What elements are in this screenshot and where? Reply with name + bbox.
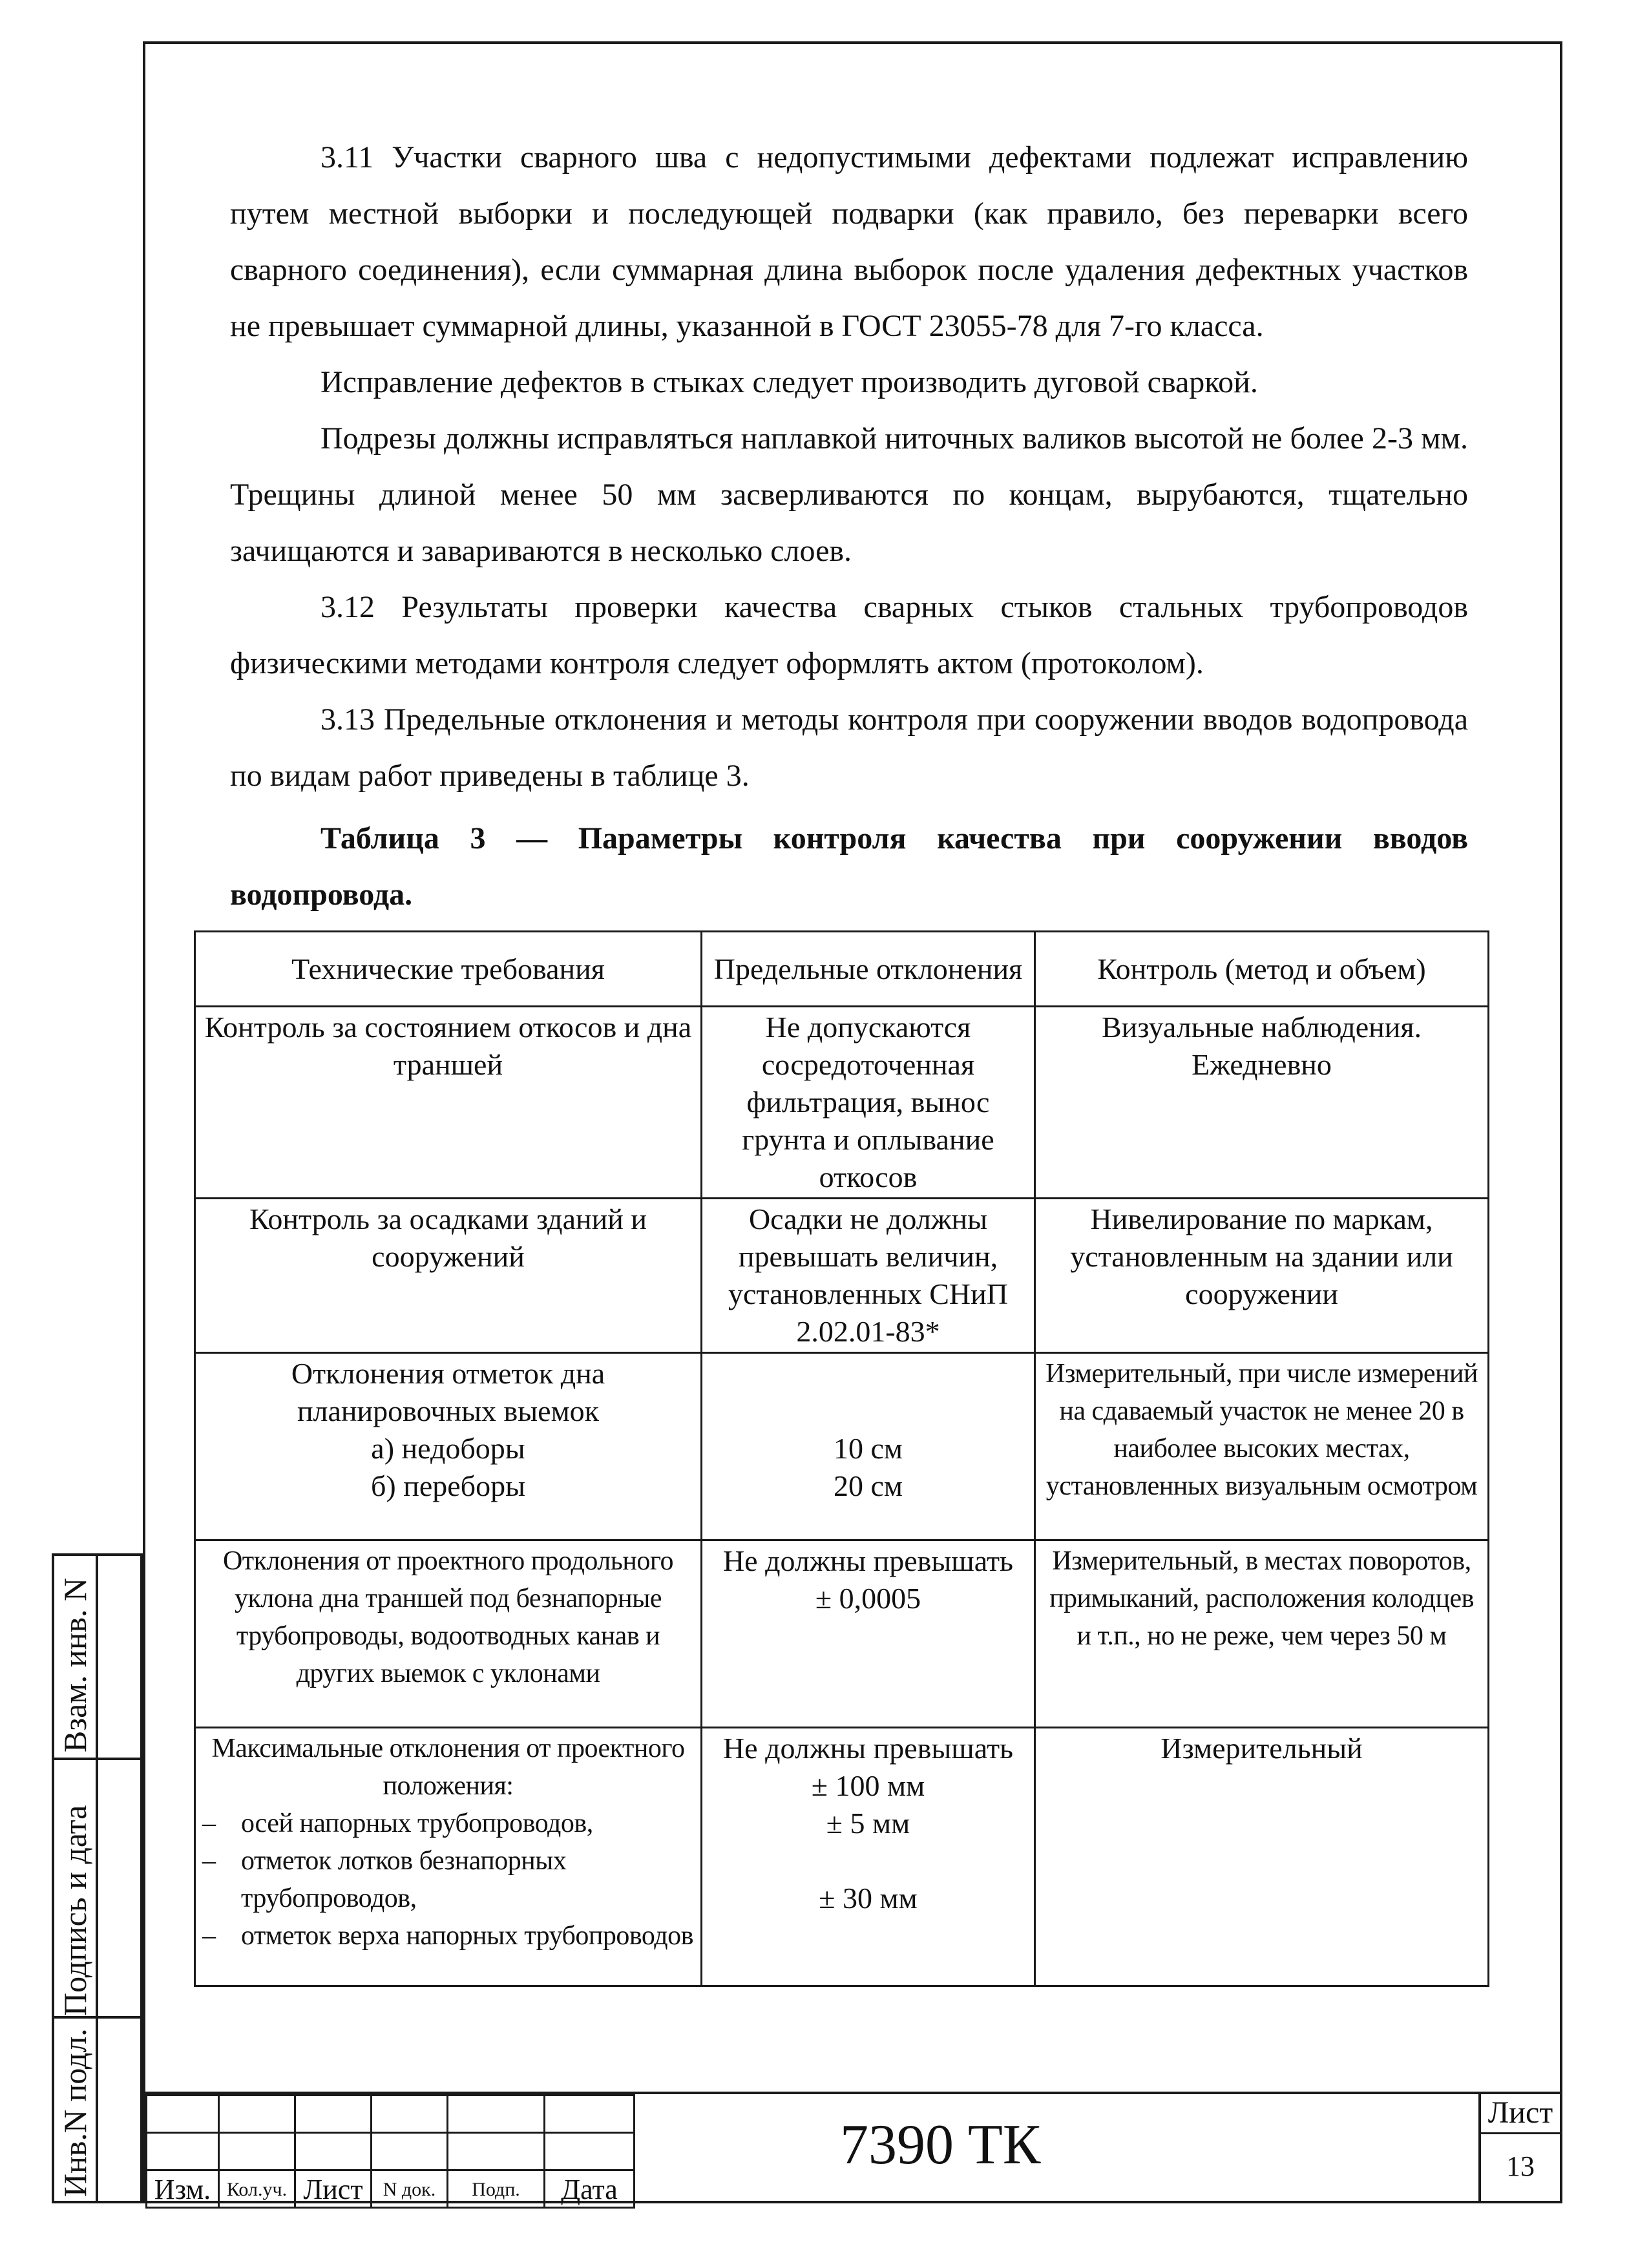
row-deviation: Не должны превышать ± 100 мм ± 5 мм ± 30 мм [702, 1728, 1035, 1986]
row-requirement: Контроль за состоянием откосов и дна траншей [195, 1007, 702, 1199]
paragraph-welding-repair: Исправление дефектов в стыках следует производить дуговой сваркой. [320, 365, 1258, 399]
header-requirements: Технические требования [195, 932, 702, 1007]
row-control: Визуальные наблюдения. Ежедневно [1035, 1007, 1489, 1199]
margin-divider [52, 2016, 143, 2019]
row-requirement: Максимальные отклонения от проектного положения: – осей напорных трубопроводов, – отметок лотков безнапорных трубопроводов, – отметок верха напорных трубопроводов [195, 1728, 702, 1986]
paragraph-3-12: 3.12 Результаты проверки качества сварных стыков стальных трубопроводов физическими методами контроля следует оформлять актом (протоколом). [230, 590, 1468, 680]
col-signature: Подп. [448, 2170, 545, 2208]
margin-label-inv-original: Инв.N подл. [57, 2028, 93, 2197]
sheet-number: 13 [1506, 2150, 1535, 2182]
col-change: Изм. [147, 2170, 219, 2208]
paragraph-3-13: 3.13 Предельные отклонения и методы контроля при сооружении вводов водопровода по видам работ приведены в таблице 3. [230, 702, 1468, 793]
header-control: Контроль (метод и объем) [1035, 932, 1489, 1007]
col-sheet: Лист [295, 2170, 372, 2208]
paragraph-undercuts: Подрезы должны исправляться наплавкой ниточных валиков высотой не более 2-3 мм. Трещины длиной менее 50 мм засверливаются по концам, вырубаются, тщательно зачищаются и завариваются в несколько слоев. [230, 421, 1468, 568]
margin-label-replaced-inv: Взам. инв. N [57, 1577, 93, 1752]
margin-divider [52, 1758, 143, 1760]
body-text [230, 129, 1468, 804]
sheet-label: Лист [1481, 2094, 1560, 2134]
col-count: Кол.уч. [219, 2170, 295, 2208]
header-deviations: Предельные отклонения [702, 932, 1035, 1007]
table-row [195, 1728, 1489, 1986]
row-requirement: Отклонения от проектного продольного уклона дна траншей под безнапорные трубопроводы, водоотводных канав и других выемок с уклонами [195, 1540, 702, 1728]
table-title: Таблица 3 — Параметры контроля качества при сооружении вводов водопровода. [230, 821, 1468, 912]
quality-control-table [194, 930, 1489, 1987]
row-control: Измерительный, при числе измерений на сдаваемый участок не менее 20 в наиболее высоких местах, установленных визуальным осмотром [1035, 1353, 1489, 1540]
row-deviation: Не должны превышать ± 0,0005 [702, 1540, 1035, 1728]
revision-grid [145, 2094, 635, 2209]
col-date: Дата [545, 2170, 635, 2208]
row-control: Нивелирование по маркам, установленным на здании или сооружении [1035, 1199, 1489, 1353]
table-header-row [195, 932, 1489, 1007]
col-doc-number: N док. [372, 2170, 448, 2208]
table-row [195, 1199, 1489, 1353]
row-deviation: Не допускаются сосредоточенная фильтрация, вынос грунта и оплывание откосов [702, 1007, 1035, 1199]
row-control: Измерительный [1035, 1728, 1489, 1986]
row-deviation: Осадки не должны превышать величин, установленных СНиП 2.02.01-83* [702, 1199, 1035, 1353]
table-row [195, 1540, 1489, 1728]
row-deviation: 10 см 20 см [702, 1353, 1035, 1540]
table-row [195, 1007, 1489, 1199]
row-control: Измерительный, в местах поворотов, примыканий, расположения колодцев и т.п., но не реже, чем через 50 м [1035, 1540, 1489, 1728]
row-requirement: Отклонения отметок дна планировочных выемок а) недоборы б) переборы [195, 1353, 702, 1540]
paragraph-3-11: 3.11 Участки сварного шва с недопустимыми дефектами подлежат исправлению путем местной выборки и последующей подварки (как правило, без переварки всего сварного соединения), если суммарная длина выборок после удаления дефектных участков не превышает суммарной длины, указанной в ГОСТ 23055-78 для 7-го класса. [230, 140, 1468, 343]
table-row [195, 1353, 1489, 1540]
document-code: 7390 ТК [840, 2114, 1041, 2176]
row-requirement: Контроль за осадками зданий и сооружений [195, 1199, 702, 1353]
margin-label-signature-date: Подпись и дата [57, 1805, 93, 2016]
